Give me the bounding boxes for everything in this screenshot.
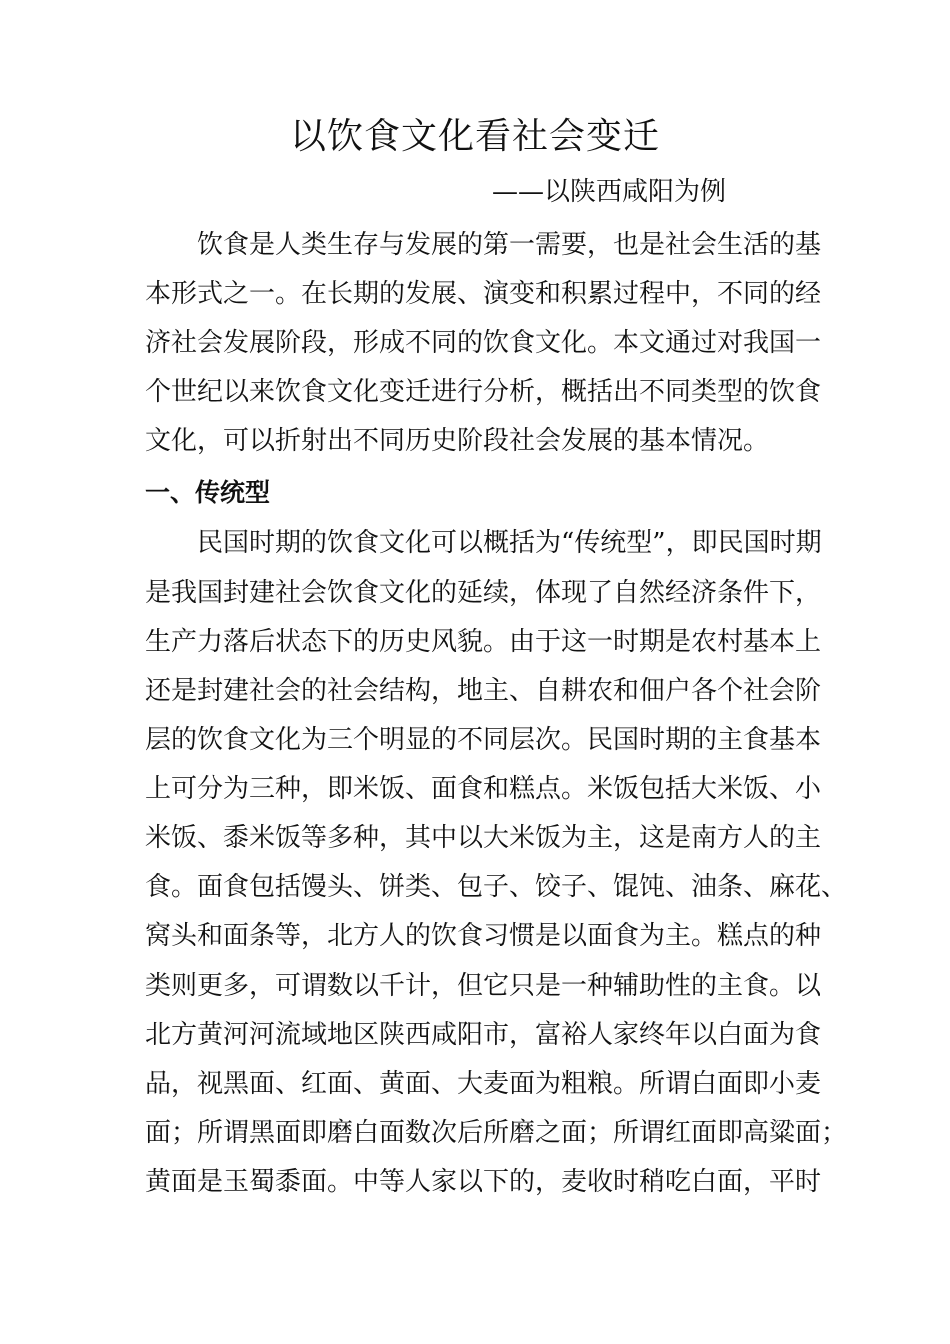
section-paragraph-line: 品，视黑面、红面、黄面、大麦面为粗粮。所谓白面即小麦 — [145, 1069, 822, 1099]
intro-paragraph-line: 文化，可以折射出不同历史阶段社会发展的基本情况。 — [145, 426, 770, 456]
section-paragraph-line: 窝头和面条等，北方人的饮食习惯是以面食为主。糕点的种 — [145, 921, 822, 951]
section-paragraph-line: 面；所谓黑面即磨白面数次后所磨之面；所谓红面即高粱面； — [145, 1118, 848, 1148]
section-paragraph-line: 食。面食包括馒头、饼类、包子、饺子、馄饨、油条、麻花、 — [145, 872, 848, 902]
section-heading: 一、传统型 — [145, 478, 271, 507]
intro-paragraph-line: 本形式之一。在长期的发展、演变和积累过程中，不同的经 — [145, 279, 822, 309]
section-paragraph-line: 黄面是玉蜀黍面。中等人家以下的，麦收时稍吃白面，平时 — [145, 1167, 822, 1197]
section-paragraph-line: 层的饮食文化为三个明显的不同层次。民国时期的主食基本 — [145, 725, 822, 755]
section-paragraph-line: 是我国封建社会饮食文化的延续，体现了自然经济条件下， — [145, 578, 822, 608]
section-paragraph-line: 上可分为三种，即米饭、面食和糕点。米饭包括大米饭、小 — [145, 774, 822, 804]
document-subtitle: ——以陕西咸阳为例 — [492, 177, 727, 207]
section-paragraph-line: 生产力落后状态下的历史风貌。由于这一时期是农村基本上 — [145, 627, 822, 657]
intro-paragraph-line: 个世纪以来饮食文化变迁进行分析，概括出不同类型的饮食 — [145, 377, 822, 407]
section-paragraph-line: 还是封建社会的社会结构，地主、自耕农和佃户各个社会阶 — [145, 676, 822, 706]
section-paragraph-line: 民国时期的饮食文化可以概括为“传统型”，即民国时期 — [197, 528, 822, 558]
section-paragraph-line: 类则更多，可谓数以千计，但它只是一种辅助性的主食。以 — [145, 971, 822, 1001]
section-paragraph-line: 北方黄河河流域地区陕西咸阳市，富裕人家终年以白面为食 — [145, 1020, 822, 1050]
intro-paragraph-line: 饮食是人类生存与发展的第一需要，也是社会生活的基 — [197, 230, 822, 260]
document-title: 以饮食文化看社会变迁 — [289, 116, 660, 157]
section-paragraph-line: 米饭、黍米饭等多种，其中以大米饭为主，这是南方人的主 — [145, 823, 822, 853]
intro-paragraph-line: 济社会发展阶段，形成不同的饮食文化。本文通过对我国一 — [145, 328, 822, 358]
